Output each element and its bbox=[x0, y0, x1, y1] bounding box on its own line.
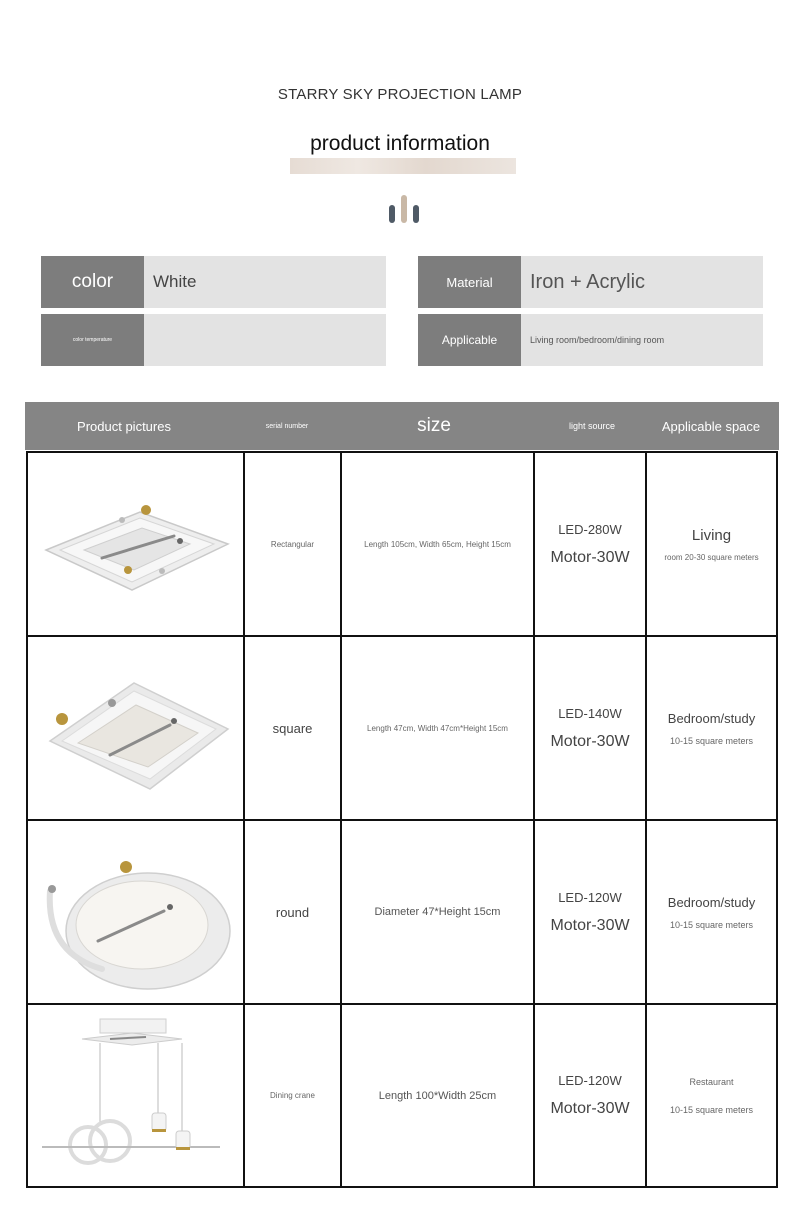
product-title: STARRY SKY PROJECTION LAMP bbox=[277, 86, 523, 103]
applicable-row bbox=[418, 314, 763, 366]
title-underline-band bbox=[290, 158, 516, 174]
color-temperature-label: color temperature bbox=[41, 314, 144, 366]
size-cell-1: Length 105cm, Width 65cm, Height 15cm bbox=[364, 539, 511, 549]
space-area-1: room 20-30 square meters bbox=[664, 552, 759, 562]
space-name-4: Restaurant bbox=[689, 1076, 734, 1087]
light-source-cell-2 bbox=[535, 637, 645, 819]
motor-power-2: Motor-30W bbox=[550, 732, 630, 750]
space-area-2: 10-15 square meters bbox=[669, 735, 754, 746]
light-source-cell-4 bbox=[535, 1005, 645, 1186]
dining-pendant-lamp-image bbox=[36, 1013, 236, 1181]
motor-power-3: Motor-30W bbox=[550, 916, 630, 934]
space-area-4: 10-15 square meters bbox=[669, 1104, 754, 1115]
space-area-3: 10-15 square meters bbox=[669, 919, 754, 930]
product-table bbox=[26, 451, 778, 1188]
material-value: Iron + Acrylic bbox=[521, 256, 763, 308]
motor-power-4: Motor-30W bbox=[550, 1100, 630, 1117]
serial-cell-2: square bbox=[272, 720, 313, 736]
material-row bbox=[418, 256, 763, 308]
space-cell-4 bbox=[647, 1005, 776, 1186]
space-cell-1 bbox=[647, 453, 776, 635]
light-source-cell-3 bbox=[535, 821, 645, 1003]
serial-cell-1: Rectangular bbox=[270, 539, 315, 549]
space-name-3: Bedroom/study bbox=[667, 894, 756, 910]
size-cell-3: Diameter 47*Height 15cm bbox=[374, 906, 501, 918]
divider-dots-icon bbox=[389, 195, 421, 223]
led-power-3: LED-120W bbox=[558, 889, 622, 905]
serial-cell-3: round bbox=[275, 904, 310, 920]
color-temperature-value bbox=[144, 314, 386, 366]
space-cell-2 bbox=[647, 637, 776, 819]
color-label: color bbox=[41, 256, 144, 308]
material-label: Material bbox=[418, 256, 521, 308]
applicable-label: Applicable bbox=[418, 314, 521, 366]
header-applicable-space: Applicable space bbox=[661, 418, 761, 434]
section-title: product information bbox=[310, 132, 490, 155]
header-product-pictures: Product pictures bbox=[77, 418, 171, 434]
color-value: White bbox=[144, 256, 386, 308]
color-temperature-row bbox=[41, 314, 386, 366]
light-source-cell-1 bbox=[535, 453, 645, 635]
header-serial-number: serial number bbox=[265, 422, 309, 430]
round-ceiling-lamp-image bbox=[36, 845, 236, 995]
header-size: size bbox=[417, 415, 451, 436]
applicable-value: Living room/bedroom/dining room bbox=[521, 314, 763, 366]
space-name-2: Bedroom/study bbox=[667, 710, 756, 726]
size-cell-2: Length 47cm, Width 47cm*Height 15cm bbox=[367, 723, 508, 733]
led-power-2: LED-140W bbox=[558, 705, 622, 721]
space-cell-3 bbox=[647, 821, 776, 1003]
table-header bbox=[25, 402, 779, 450]
led-power-1: LED-280W bbox=[558, 521, 622, 537]
motor-power-1: Motor-30W bbox=[550, 548, 630, 566]
color-row bbox=[41, 256, 386, 308]
led-power-4: LED-120W bbox=[558, 1073, 622, 1088]
serial-cell-4: Dining crane bbox=[270, 1091, 315, 1100]
space-name-1: Living bbox=[691, 526, 732, 544]
square-ceiling-lamp-image bbox=[38, 663, 233, 803]
size-cell-4: Length 100*Width 25cm bbox=[378, 1089, 497, 1102]
rectangular-ceiling-lamp-image bbox=[38, 478, 233, 613]
header-light-source: light source bbox=[568, 421, 616, 431]
